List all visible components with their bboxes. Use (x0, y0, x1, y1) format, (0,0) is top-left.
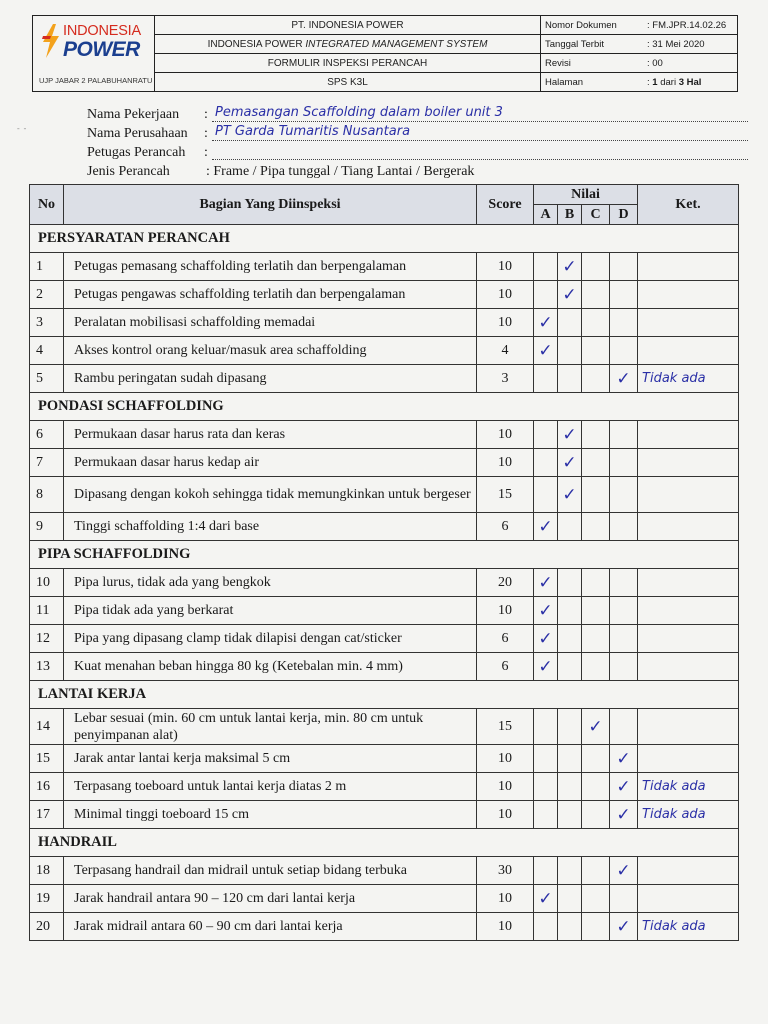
nilai-b-cell[interactable] (558, 281, 582, 309)
row-description: Permukaan dasar harus rata dan keras (64, 421, 477, 449)
nilai-a-cell[interactable] (534, 569, 558, 597)
row-number: 1 (30, 253, 64, 281)
nama-pekerjaan-value[interactable]: Pemasangan Scaffolding dalam boiler unit 3 (215, 105, 503, 120)
row-description: Petugas pemasang schaffolding terlatih dan berpengalaman (64, 253, 477, 281)
field-petugas-perancah: Petugas Perancah : (87, 142, 474, 161)
nilai-d-cell[interactable] (610, 913, 638, 941)
row-number: 18 (30, 857, 64, 885)
table-row (30, 569, 739, 597)
row-score: 10 (477, 597, 534, 625)
nilai-c-cell[interactable] (582, 913, 610, 941)
table-row (30, 449, 739, 477)
table-row (30, 513, 739, 541)
field-nama-perusahaan: Nama Perusahaan : PT Garda Tumaritis Nusantara (87, 123, 474, 142)
nilai-b-cell[interactable] (558, 569, 582, 597)
row-description: Jarak midrail antara 60 – 90 cm dari lantai kerja (64, 913, 477, 941)
row-keterangan[interactable] (638, 569, 739, 597)
section-row (30, 541, 739, 569)
row-number: 7 (30, 449, 64, 477)
table-row (30, 653, 739, 681)
table-row (30, 709, 739, 745)
table-row (30, 253, 739, 281)
row-description: Rambu peringatan sudah dipasang (64, 365, 477, 393)
row-description: Kuat menahan beban hingga 80 kg (Ketebalan min. 4 mm) (64, 653, 477, 681)
row-keterangan[interactable]: Tidak ada (638, 365, 739, 393)
nilai-d-cell[interactable] (610, 773, 638, 801)
row-score: 10 (477, 745, 534, 773)
management-system: INDONESIA POWER INTEGRATED MANAGEMENT SYSTEM (155, 35, 540, 54)
nilai-d-cell[interactable] (610, 513, 638, 541)
col-header-score: Score (477, 185, 534, 225)
check-mark-icon: ✓ (562, 256, 577, 277)
row-score: 10 (477, 281, 534, 309)
row-keterangan[interactable] (638, 597, 739, 625)
nilai-b-cell[interactable] (558, 309, 582, 337)
nilai-d-cell[interactable] (610, 801, 638, 829)
row-description: Petugas pengawas schaffolding terlatih dan berpengalaman (64, 281, 477, 309)
table-row (30, 913, 739, 941)
row-score: 10 (477, 885, 534, 913)
row-score: 15 (477, 709, 534, 745)
row-description: Peralatan mobilisasi schaffolding memadai (64, 309, 477, 337)
nilai-b-cell[interactable] (558, 857, 582, 885)
nilai-b-cell[interactable] (558, 513, 582, 541)
row-description: Terpasang toeboard untuk lantai kerja diatas 2 m (64, 773, 477, 801)
nilai-d-cell[interactable] (610, 477, 638, 513)
nilai-a-cell[interactable] (534, 337, 558, 365)
row-description: Jarak antar lantai kerja maksimal 5 cm (64, 745, 477, 773)
nilai-d-cell[interactable] (610, 309, 638, 337)
row-score: 10 (477, 913, 534, 941)
row-description: Lebar sesuai (min. 60 cm untuk lantai kerja, min. 80 cm untuk penyimpanan alat) (64, 709, 477, 745)
nilai-b-cell[interactable] (558, 253, 582, 281)
job-info (87, 104, 503, 180)
nilai-a-cell[interactable] (534, 857, 558, 885)
row-keterangan[interactable] (638, 337, 739, 365)
col-header-ket: Ket. (638, 185, 739, 225)
row-keterangan[interactable] (638, 885, 739, 913)
check-mark-icon: ✓ (616, 368, 631, 389)
nilai-a-cell[interactable] (534, 309, 558, 337)
check-mark-icon: ✓ (616, 748, 631, 769)
nilai-a-cell[interactable] (534, 709, 558, 745)
check-mark-icon: ✓ (562, 284, 577, 305)
nilai-d-cell[interactable] (610, 365, 638, 393)
row-keterangan[interactable] (638, 653, 739, 681)
form-title: FORMULIR INSPEKSI PERANCAH (155, 54, 540, 73)
row-number: 16 (30, 773, 64, 801)
row-keterangan[interactable] (638, 449, 739, 477)
nilai-a-cell[interactable] (534, 365, 558, 393)
row-description: Akses kontrol orang keluar/masuk area schaffolding (64, 337, 477, 365)
row-score: 6 (477, 625, 534, 653)
row-description: Jarak handrail antara 90 – 120 cm dari lantai kerja (64, 885, 477, 913)
nilai-a-cell[interactable] (534, 745, 558, 773)
row-score: 4 (477, 337, 534, 365)
row-number: 9 (30, 513, 64, 541)
row-number: 15 (30, 745, 64, 773)
row-number: 19 (30, 885, 64, 913)
row-number: 17 (30, 801, 64, 829)
nilai-c-cell[interactable] (582, 365, 610, 393)
row-number: 5 (30, 365, 64, 393)
row-number: 14 (30, 709, 64, 745)
company-logo (33, 16, 155, 91)
col-header-no: No (30, 185, 64, 225)
logo-text-indonesia: INDONESIA (63, 23, 141, 39)
nilai-b-cell[interactable] (558, 625, 582, 653)
col-header-nilai: Nilai (534, 185, 638, 205)
section-row (30, 393, 739, 421)
nilai-b-cell[interactable] (558, 477, 582, 513)
row-keterangan[interactable]: Tidak ada (638, 913, 739, 941)
table-row (30, 857, 739, 885)
row-description: Pipa lurus, tidak ada yang bengkok (64, 569, 477, 597)
nilai-b-cell[interactable] (558, 885, 582, 913)
table-row (30, 309, 739, 337)
row-keterangan[interactable]: Tidak ada (638, 773, 739, 801)
nilai-a-cell[interactable] (534, 653, 558, 681)
check-mark-icon: ✓ (538, 628, 553, 649)
nilai-c-cell[interactable] (582, 709, 610, 745)
table-row (30, 745, 739, 773)
section-row (30, 829, 739, 857)
nilai-b-cell[interactable] (558, 337, 582, 365)
row-number: 20 (30, 913, 64, 941)
row-score: 10 (477, 309, 534, 337)
row-description: Pipa tidak ada yang berkarat (64, 597, 477, 625)
nilai-c-cell[interactable] (582, 773, 610, 801)
petugas-perancah-value[interactable] (212, 159, 748, 160)
row-keterangan[interactable] (638, 709, 739, 745)
meta-row-nomor: Nomor Dokumen : FM.JPR.14.02.26 (541, 16, 737, 35)
row-number: 8 (30, 477, 64, 513)
row-description: Permukaan dasar harus kedap air (64, 449, 477, 477)
nilai-d-cell[interactable] (610, 857, 638, 885)
check-mark-icon: ✓ (538, 312, 553, 333)
table-row (30, 477, 739, 513)
row-score: 10 (477, 449, 534, 477)
table-row (30, 421, 739, 449)
table-row (30, 625, 739, 653)
document-meta (541, 16, 737, 91)
meta-row-revisi: Revisi : 00 (541, 54, 737, 73)
row-score: 30 (477, 857, 534, 885)
row-keterangan[interactable] (638, 625, 739, 653)
nilai-d-cell[interactable] (610, 597, 638, 625)
nilai-d-cell[interactable] (610, 337, 638, 365)
row-score: 3 (477, 365, 534, 393)
nilai-b-cell[interactable] (558, 597, 582, 625)
row-keterangan[interactable] (638, 745, 739, 773)
row-number: 4 (30, 337, 64, 365)
section-title: PONDASI SCHAFFOLDING (30, 393, 739, 421)
row-description: Terpasang handrail dan midrail untuk setiap bidang terbuka (64, 857, 477, 885)
section-row (30, 225, 739, 253)
nilai-a-cell[interactable] (534, 449, 558, 477)
nilai-b-cell[interactable] (558, 745, 582, 773)
nilai-a-cell[interactable] (534, 281, 558, 309)
nilai-c-cell[interactable] (582, 653, 610, 681)
nilai-c-cell[interactable] (582, 857, 610, 885)
nilai-c-cell[interactable] (582, 449, 610, 477)
nilai-d-cell[interactable] (610, 745, 638, 773)
row-score: 10 (477, 801, 534, 829)
check-mark-icon: ✓ (538, 516, 553, 537)
nilai-a-cell[interactable] (534, 513, 558, 541)
check-mark-icon: ✓ (538, 340, 553, 361)
nilai-d-cell[interactable] (610, 421, 638, 449)
nilai-b-cell[interactable] (558, 653, 582, 681)
nilai-c-cell[interactable] (582, 421, 610, 449)
row-keterangan[interactable] (638, 281, 739, 309)
row-score: 20 (477, 569, 534, 597)
field-nama-pekerjaan: Nama Pekerjaan : Pemasangan Scaffolding dalam boiler unit 3 (87, 104, 474, 123)
table-row (30, 365, 739, 393)
field-jenis-perancah: Jenis Perancah : Frame / Pipa tunggal / Tiang Lantai / Bergerak (87, 164, 475, 179)
row-number: 6 (30, 421, 64, 449)
table-row (30, 597, 739, 625)
col-header-c: C (582, 205, 610, 225)
nilai-a-cell[interactable] (534, 885, 558, 913)
nilai-b-cell[interactable] (558, 449, 582, 477)
nilai-b-cell[interactable] (558, 709, 582, 745)
check-mark-icon: ✓ (562, 424, 577, 445)
table-row (30, 773, 739, 801)
nilai-c-cell[interactable] (582, 281, 610, 309)
company-name: PT. INDONESIA POWER (155, 16, 540, 35)
section-title: LANTAI KERJA (30, 681, 739, 709)
nilai-d-cell[interactable] (610, 885, 638, 913)
nilai-c-cell[interactable] (582, 597, 610, 625)
check-mark-icon: ✓ (538, 656, 553, 677)
check-mark-icon: ✓ (538, 600, 553, 621)
table-body (30, 225, 739, 941)
row-score: 10 (477, 773, 534, 801)
nilai-c-cell[interactable] (582, 477, 610, 513)
lightning-bolt-icon (41, 24, 61, 58)
nilai-c-cell[interactable] (582, 885, 610, 913)
check-mark-icon: ✓ (538, 572, 553, 593)
section-title: PERSYARATAN PERANCAH (30, 225, 739, 253)
row-number: 11 (30, 597, 64, 625)
nilai-d-cell[interactable] (610, 653, 638, 681)
check-mark-icon: ✓ (588, 716, 603, 737)
nilai-a-cell[interactable] (534, 625, 558, 653)
check-mark-icon: ✓ (616, 804, 631, 825)
meta-row-halaman: Halaman : 1 dari 3 Hal (545, 76, 702, 88)
check-mark-icon: ✓ (562, 452, 577, 473)
nilai-c-cell[interactable] (582, 569, 610, 597)
nilai-b-cell[interactable] (558, 421, 582, 449)
row-score: 6 (477, 513, 534, 541)
nilai-b-cell[interactable] (558, 913, 582, 941)
table-row (30, 337, 739, 365)
row-description: Pipa yang dipasang clamp tidak dilapisi dengan cat/sticker (64, 625, 477, 653)
nilai-c-cell[interactable] (582, 745, 610, 773)
nilai-a-cell[interactable] (534, 801, 558, 829)
nilai-c-cell[interactable] (582, 801, 610, 829)
nilai-a-cell[interactable] (534, 597, 558, 625)
table-row (30, 801, 739, 829)
row-score: 15 (477, 477, 534, 513)
col-header-d: D (610, 205, 638, 225)
row-keterangan[interactable] (638, 857, 739, 885)
check-mark-icon: ✓ (616, 860, 631, 881)
unit-name: UJP JABAR 2 PALABUHANRATU (39, 76, 153, 85)
header-titles (155, 16, 541, 91)
nilai-c-cell[interactable] (582, 513, 610, 541)
col-header-bagian: Bagian Yang Diinspeksi (64, 185, 477, 225)
row-description: Tinggi schaffolding 1:4 dari base (64, 513, 477, 541)
row-number: 13 (30, 653, 64, 681)
nama-perusahaan-value[interactable]: PT Garda Tumaritis Nusantara (215, 124, 411, 139)
check-mark-icon: ✓ (616, 776, 631, 797)
meta-row-tanggal: Tanggal Terbit : 31 Mei 2020 (541, 35, 737, 54)
row-keterangan[interactable] (638, 477, 739, 513)
nilai-b-cell[interactable] (558, 773, 582, 801)
nilai-a-cell[interactable] (534, 773, 558, 801)
nilai-b-cell[interactable] (558, 801, 582, 829)
nilai-d-cell[interactable] (610, 709, 638, 745)
sps-label: SPS K3L (327, 76, 368, 88)
col-header-b: B (558, 205, 582, 225)
row-description: Dipasang dengan kokoh sehingga tidak memungkinkan untuk bergeser (64, 477, 477, 513)
check-mark-icon: ✓ (616, 916, 631, 937)
row-keterangan[interactable] (638, 309, 739, 337)
jenis-perancah-options: : Frame / Pipa tunggal / Tiang Lantai / Bergerak (206, 164, 475, 179)
row-number: 10 (30, 569, 64, 597)
nilai-a-cell[interactable] (534, 253, 558, 281)
row-number: 3 (30, 309, 64, 337)
col-header-a: A (534, 205, 558, 225)
table-row (30, 281, 739, 309)
row-keterangan[interactable] (638, 421, 739, 449)
nilai-d-cell[interactable] (610, 253, 638, 281)
nilai-c-cell[interactable] (582, 337, 610, 365)
nilai-c-cell[interactable] (582, 253, 610, 281)
nilai-a-cell[interactable] (534, 913, 558, 941)
logo-text-power: POWER (63, 38, 140, 61)
section-title: PIPA SCHAFFOLDING (30, 541, 739, 569)
row-score: 6 (477, 653, 534, 681)
margin-mark: - - (17, 124, 28, 133)
table-row (30, 885, 739, 913)
row-keterangan[interactable] (638, 253, 739, 281)
document-header (32, 15, 738, 92)
check-mark-icon: ✓ (562, 484, 577, 505)
section-title: HANDRAIL (30, 829, 739, 857)
nilai-d-cell[interactable] (610, 449, 638, 477)
row-number: 12 (30, 625, 64, 653)
nilai-b-cell[interactable] (558, 365, 582, 393)
row-keterangan[interactable]: Tidak ada (638, 801, 739, 829)
inspection-table (29, 184, 739, 941)
row-keterangan[interactable] (638, 513, 739, 541)
nilai-c-cell[interactable] (582, 625, 610, 653)
row-score: 10 (477, 421, 534, 449)
row-description: Minimal tinggi toeboard 15 cm (64, 801, 477, 829)
row-score: 10 (477, 253, 534, 281)
table-header (30, 185, 739, 225)
section-row (30, 681, 739, 709)
nilai-a-cell[interactable] (534, 421, 558, 449)
check-mark-icon: ✓ (538, 888, 553, 909)
nilai-d-cell[interactable] (610, 281, 638, 309)
nilai-a-cell[interactable] (534, 477, 558, 513)
nilai-d-cell[interactable] (610, 569, 638, 597)
nilai-c-cell[interactable] (582, 309, 610, 337)
row-number: 2 (30, 281, 64, 309)
nilai-d-cell[interactable] (610, 625, 638, 653)
